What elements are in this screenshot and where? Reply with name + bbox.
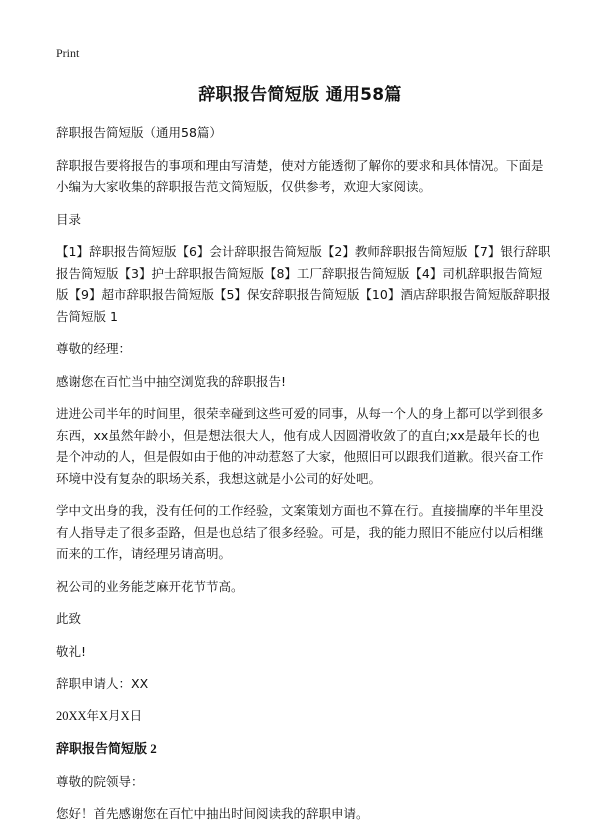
opening-paragraph-2: 您好！首先感谢您在百忙中抽出时间阅读我的辞职申请。 <box>56 806 369 821</box>
intro-paragraph: 辞职报告要将报告的事项和理由写清楚，使对方能透彻了解你的要求和具体情况。下面是小编为大家收集的辞职报告范文简短版，仅供参考，欢迎大家阅读。 <box>56 157 544 194</box>
closing-line-2: 敬礼! <box>56 643 87 659</box>
subtitle: 辞职报告简短版（通用58篇） <box>56 125 222 140</box>
applicant-signature: 辞职申请人：XX <box>56 676 149 691</box>
page-title: 辞职报告简短版 通用58篇 <box>198 85 402 105</box>
salutation: 尊敬的经理： <box>56 341 132 356</box>
thanks-paragraph: 感谢您在百忙当中抽空浏览我的辞职报告! <box>56 373 287 389</box>
letter-date: 20XX年X月X日 <box>56 708 143 723</box>
wish-paragraph: 祝公司的业务能芝麻开花节节高。 <box>56 578 244 594</box>
table-of-contents: 【1】辞职报告简短版【6】会计辞职报告简短版【2】教师辞职报告简短版【7】银行辞职报告简短版【3】护士辞职报告简短版【8】工厂辞职报告简短版【4】司机辞职报告简短版【9】超市辞职报告简短版【5】保安辞职报告简短版【10】酒店辞职报告简短版辞职报告简短版 1 <box>56 244 551 324</box>
body-paragraph-1: 进进公司半年的时间里，很荣幸碰到这些可爱的同事，从每一个人的身上都可以学到很多东西，xx虽然年龄小，但是想法很大人，他有成人因圆滑收敛了的直白;xx是最年长的也是个冲动的人，但是假如由于他的冲动惹怒了大家，他照旧可以跟我们道歉。很兴奋工作环境中没有复杂的职场关系，我想这就是小公司的好处吧。 <box>56 406 544 486</box>
salutation-2: 尊敬的院领导： <box>56 773 144 789</box>
toc-label: 目录 <box>56 211 82 227</box>
body-paragraph-2: 学中文出身的我，没有任何的工作经验，文案策划方面也不算在行。直接揣摩的半年里没有人指导走了很多歪路，但是也总结了很多经验。可是，我的能力照旧不能应付以后相继而来的工作，请经理另请高明。 <box>56 503 544 561</box>
document-body <box>56 122 552 836</box>
section-heading-2: 辞职报告简短版 2 <box>56 741 157 756</box>
closing-line-1: 此致 <box>56 611 82 626</box>
print-label: Print <box>56 46 80 60</box>
